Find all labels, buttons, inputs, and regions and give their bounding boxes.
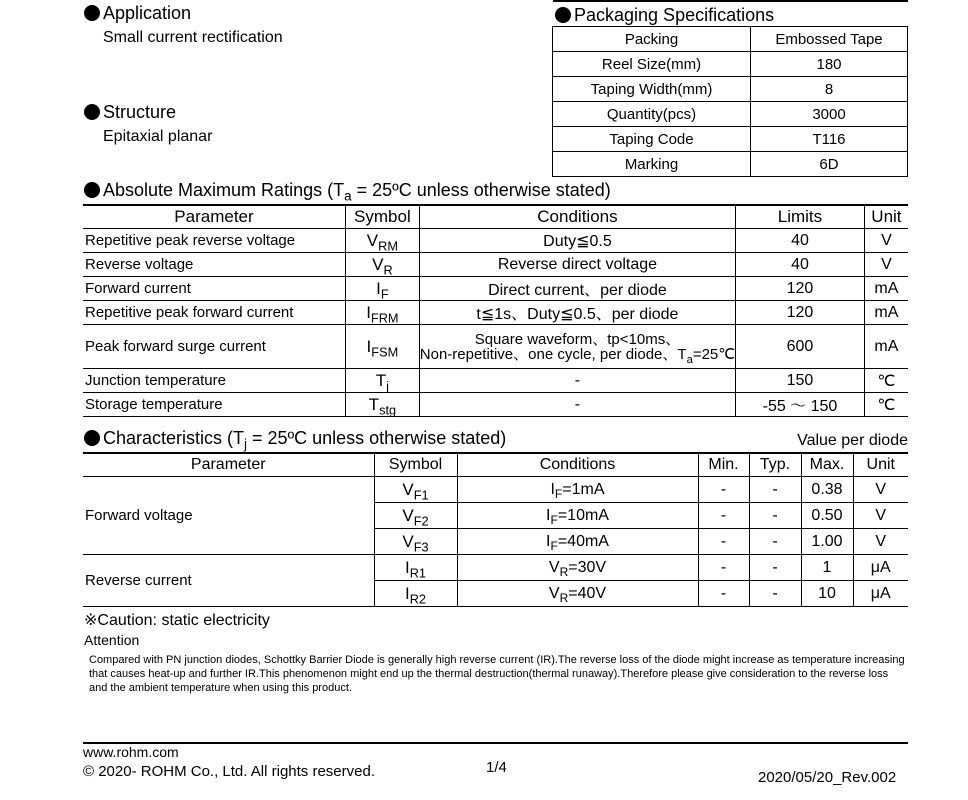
packaging-label: Quantity(pcs) (553, 102, 751, 127)
surge-condition-line1: Square waveform、tp<10ms、 (474, 330, 681, 348)
rating-unit: mA (864, 301, 908, 325)
char-col-max: Max. (801, 453, 853, 477)
char-symbol (374, 477, 457, 503)
rating-condition (419, 325, 735, 369)
char-cond-main: V (548, 558, 560, 576)
char-cond-rest: =10mA (557, 506, 609, 524)
ratings-row (83, 325, 908, 369)
rating-symbol-main: V (366, 230, 379, 250)
packaging-row (553, 152, 908, 177)
char-condition (457, 529, 698, 555)
ratings-row (83, 253, 908, 277)
ratings-col-unit: Unit (864, 205, 908, 229)
rating-symbol-sub: RM (378, 237, 398, 253)
footer-copyright: © 2020- ROHM Co., Ltd. All rights reserved. (83, 763, 375, 780)
surge-cond2-sub: a (686, 353, 693, 366)
rating-symbol-main: I (366, 336, 372, 356)
char-col-min: Min. (698, 453, 749, 477)
char-symbol (374, 529, 457, 555)
rating-symbol-main: T (375, 370, 387, 390)
char-parameter: Reverse current (83, 555, 374, 607)
ratings-col-symbol: Symbol (345, 205, 419, 229)
application-heading (84, 3, 191, 24)
rating-limit: 120 (736, 301, 865, 325)
rating-symbol-sub: stg (379, 401, 397, 417)
packaging-row (553, 52, 908, 77)
char-min: - (698, 503, 749, 529)
rating-symbol-main: I (376, 278, 381, 298)
char-col-symbol: Symbol (374, 453, 457, 477)
char-max: 1 (801, 555, 853, 581)
char-cond-sub: F (550, 512, 558, 527)
packaging-label: Marking (553, 152, 751, 177)
packaging-value: 8 (751, 77, 908, 102)
characteristics-row (83, 477, 908, 503)
char-symbol (374, 581, 457, 607)
ratings-row (83, 277, 908, 301)
packaging-value: T116 (751, 127, 908, 152)
characteristics-heading-sub: j (244, 436, 248, 452)
structure-heading (84, 102, 176, 123)
rating-limit: 40 (736, 229, 865, 253)
rating-condition: Duty≦0.5 (419, 229, 735, 253)
ratings-heading-main: Absolute Maximum Ratings (T (103, 180, 345, 200)
ratings-col-parameter: Parameter (83, 205, 345, 229)
ratings-row (83, 369, 908, 393)
rating-unit: V (864, 229, 908, 253)
rating-limit: 600 (736, 325, 865, 369)
surge-condition-line2 (419, 345, 736, 366)
rating-symbol (345, 369, 419, 393)
char-unit: μA (853, 581, 908, 607)
rating-symbol (345, 253, 419, 277)
rating-symbol-sub: R (383, 261, 393, 277)
rating-symbol (345, 393, 419, 417)
characteristics-heading (84, 428, 507, 452)
rating-unit: V (864, 253, 908, 277)
rating-condition: Direct current、per diode (419, 277, 735, 301)
footer-url[interactable]: www.rohm.com (83, 744, 179, 760)
char-max: 10 (801, 581, 853, 607)
char-min: - (698, 581, 749, 607)
packaging-table (552, 26, 908, 177)
packaging-value: 6D (751, 152, 908, 177)
rating-parameter: Repetitive peak reverse voltage (83, 229, 345, 253)
char-typ: - (749, 477, 801, 503)
char-cond-main: V (548, 584, 560, 602)
char-cond-rest: =1mA (562, 480, 605, 498)
surge-cond2-rest: =25℃ (692, 345, 736, 363)
char-symbol-sub: F3 (413, 538, 429, 554)
char-col-unit: Unit (853, 453, 908, 477)
ratings-col-conditions: Conditions (419, 205, 735, 229)
attention-label: Attention (84, 632, 140, 648)
packaging-value: Embossed Tape (751, 27, 908, 52)
rating-symbol-main: V (372, 254, 384, 274)
structure-text: Epitaxial planar (103, 128, 213, 145)
char-symbol (374, 555, 457, 581)
rating-symbol-sub: FRM (370, 309, 399, 325)
char-condition (457, 477, 698, 503)
ratings-heading-sub: a (344, 188, 352, 204)
rating-parameter: Junction temperature (83, 369, 345, 393)
ratings-row (83, 301, 908, 325)
char-symbol-sub: R2 (409, 590, 427, 606)
caution-title: ※Caution: static electricity (84, 612, 270, 629)
ratings-heading (84, 180, 611, 204)
rating-condition: - (419, 393, 735, 417)
rating-parameter: Repetitive peak forward current (83, 301, 345, 325)
char-col-conditions: Conditions (457, 453, 698, 477)
char-symbol-main: I (404, 583, 410, 603)
packaging-top-rule (553, 0, 908, 2)
rating-limit: 150 (736, 369, 865, 393)
char-cond-rest: =30V (568, 558, 607, 576)
char-symbol-main: V (402, 479, 414, 499)
rating-symbol-main: I (366, 302, 371, 322)
footer-page: 1/4 (486, 759, 507, 776)
bullet-icon (84, 104, 100, 120)
rating-unit: ℃ (864, 369, 908, 393)
rating-limit: 120 (736, 277, 865, 301)
application-heading-text: Application (103, 3, 192, 23)
rating-condition: Reverse direct voltage (419, 253, 735, 277)
rating-limit: 40 (736, 253, 865, 277)
char-symbol-main: V (402, 505, 414, 525)
char-typ: - (749, 503, 801, 529)
caution-body: Compared with PN junction diodes, Schottky Barrier Diode is generally high reverse current (IR).The reverse loss of the diode might increase as temperature increasing that causes heat-up and further IR.This phenomenon might end up the thermal destruction(thermal runaway).Therefore please give consideration to the reverse loss and the ambient temperature when using this product. (89, 654, 905, 694)
char-min: - (698, 477, 749, 503)
char-cond-sub: R (559, 564, 569, 579)
rating-parameter: Storage temperature (83, 393, 345, 417)
rating-symbol (345, 277, 419, 301)
char-unit: V (853, 503, 908, 529)
rating-condition: t≦1s、Duty≦0.5、per diode (419, 301, 735, 325)
rating-parameter: Forward current (83, 277, 345, 301)
char-symbol-sub: R1 (409, 564, 427, 580)
char-cond-main: I (546, 506, 551, 524)
rating-unit: ℃ (864, 393, 908, 417)
char-max: 0.38 (801, 477, 853, 503)
structure-heading-text: Structure (103, 102, 177, 122)
packaging-row (553, 77, 908, 102)
char-max: 0.50 (801, 503, 853, 529)
packaging-heading-text: Packaging Specifications (574, 5, 775, 25)
footer-rule (83, 742, 908, 744)
char-cond-sub: F (550, 538, 558, 553)
char-symbol-main: I (404, 557, 410, 577)
rating-symbol-main: T (368, 394, 380, 414)
char-typ: - (749, 529, 801, 555)
rating-parameter: Peak forward surge current (83, 325, 345, 369)
char-cond-rest: =40V (568, 584, 607, 602)
rating-symbol (345, 229, 419, 253)
char-condition (457, 503, 698, 529)
packaging-value: 180 (751, 52, 908, 77)
packaging-label: Taping Width(mm) (553, 77, 751, 102)
surge-cond2-main: Non-repetitive、one cycle, per diode、T (419, 345, 687, 363)
char-min: - (698, 529, 749, 555)
rating-unit: mA (864, 325, 908, 369)
char-cond-main: I (550, 480, 555, 498)
char-col-parameter: Parameter (83, 453, 374, 477)
char-cond-main: I (546, 532, 551, 550)
char-symbol (374, 503, 457, 529)
char-unit: V (853, 529, 908, 555)
ratings-heading-rest: = 25ºC unless otherwise stated) (351, 180, 611, 200)
packaging-label: Taping Code (553, 127, 751, 152)
char-unit: μA (853, 555, 908, 581)
rating-symbol (345, 301, 419, 325)
rating-limit: -55 ～ 150 (736, 393, 865, 417)
bullet-icon (84, 430, 100, 446)
bullet-icon (84, 182, 100, 198)
bullet-icon (555, 7, 571, 23)
char-symbol-main: V (402, 531, 414, 551)
rating-symbol-sub: F (380, 285, 389, 301)
characteristics-heading-rest: = 25ºC unless otherwise stated) (247, 428, 507, 448)
rating-symbol-sub: j (386, 377, 389, 393)
characteristics-heading-main: Characteristics (T (103, 428, 245, 448)
application-text: Small current rectification (103, 29, 283, 46)
packaging-heading (555, 5, 774, 26)
rating-condition: - (419, 369, 735, 393)
char-unit: V (853, 477, 908, 503)
char-min: - (698, 555, 749, 581)
char-typ: - (749, 581, 801, 607)
packaging-row (553, 102, 908, 127)
ratings-col-limits: Limits (736, 205, 865, 229)
footer-revision: 2020/05/20_Rev.002 (758, 769, 897, 786)
ratings-table (83, 204, 908, 417)
char-parameter: Forward voltage (83, 477, 374, 555)
rating-unit: mA (864, 277, 908, 301)
char-condition (457, 581, 698, 607)
char-symbol-sub: F2 (413, 512, 429, 528)
bullet-icon (84, 5, 100, 21)
packaging-label: Packing (553, 27, 751, 52)
ratings-row (83, 393, 908, 417)
value-per-diode-note: Value per diode (797, 432, 908, 449)
char-col-typ: Typ. (749, 453, 801, 477)
ratings-row (83, 229, 908, 253)
packaging-row (553, 27, 908, 52)
char-cond-rest: =40mA (557, 532, 609, 550)
char-typ: - (749, 555, 801, 581)
packaging-row (553, 127, 908, 152)
rating-parameter: Reverse voltage (83, 253, 345, 277)
packaging-value: 3000 (751, 102, 908, 127)
characteristics-table (83, 452, 908, 607)
rating-symbol (345, 325, 419, 369)
rating-symbol-sub: FSM (371, 343, 399, 359)
char-symbol-sub: F1 (413, 486, 429, 502)
characteristics-row (83, 555, 908, 581)
packaging-label: Reel Size(mm) (553, 52, 751, 77)
char-cond-sub: F (554, 486, 563, 501)
char-condition (457, 555, 698, 581)
char-max: 1.00 (801, 529, 853, 555)
char-cond-sub: R (559, 590, 569, 605)
